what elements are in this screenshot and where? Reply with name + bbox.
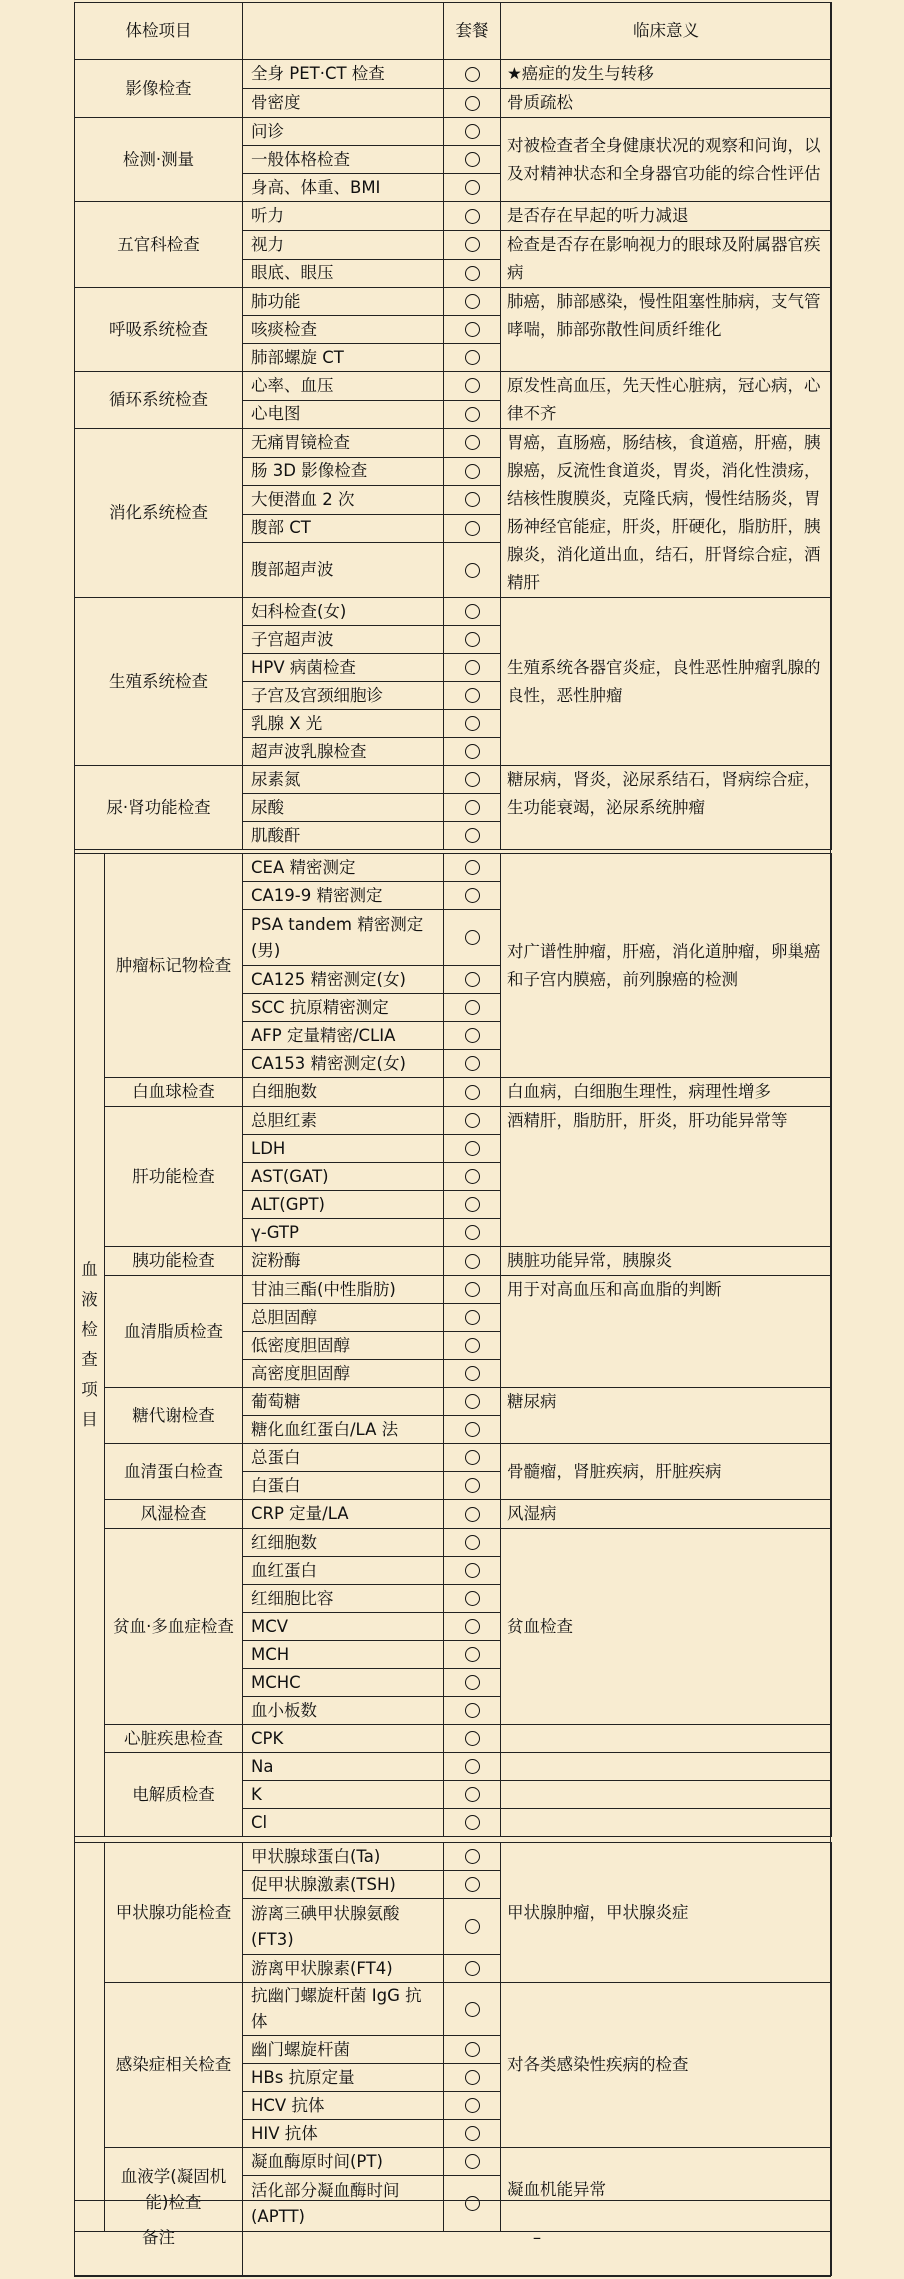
table-row: 腹部 CT [243, 514, 444, 543]
meaning-cell [501, 1781, 832, 1809]
circle-icon [465, 1619, 480, 1634]
table-row: MCHC [243, 1669, 444, 1697]
circle-icon [465, 716, 480, 731]
table-row: 甲状腺球蛋白(Ta) [243, 1843, 444, 1871]
meaning-cell: 白血病，白细胞生理性，病理性增多 [501, 1078, 832, 1107]
category-protein: 血清蛋白检查 [105, 1444, 243, 1500]
circle-icon [465, 1394, 480, 1409]
circle-icon [465, 772, 480, 787]
circle-icon [465, 1849, 480, 1864]
meaning-cell: 甲状腺肿瘤，甲状腺炎症 [501, 1843, 832, 1983]
circle-icon [465, 1647, 480, 1662]
circle-icon [465, 1787, 480, 1802]
exam-table-other [74, 1842, 832, 2232]
circle-icon [465, 180, 480, 195]
table-row: LDH [243, 1135, 444, 1163]
circle-icon [465, 563, 480, 578]
table-row: 白细胞数 [243, 1078, 444, 1107]
table-row: 红细胞数 [243, 1529, 444, 1557]
circle-icon [465, 435, 480, 450]
circle-icon [465, 152, 480, 167]
category-infection: 感染症相关检查 [105, 1983, 243, 2148]
table-row: 视力 [243, 231, 444, 260]
circle-icon [465, 1731, 480, 1746]
table-row: 总蛋白 [243, 1444, 444, 1472]
table-row: 尿素氮 [243, 766, 444, 794]
table-row: HCV 抗体 [243, 2092, 444, 2120]
circle-icon [465, 1478, 480, 1493]
circle-icon [465, 632, 480, 647]
circle-icon [465, 294, 480, 309]
table-row: 腹部超声波 [243, 543, 444, 598]
table-row: 无痛胃镜检查 [243, 429, 444, 458]
circle-icon [465, 828, 480, 843]
circle-icon [465, 1169, 480, 1184]
circle-icon [465, 800, 480, 815]
meaning-cell [501, 1809, 832, 1837]
meaning-cell [501, 1753, 832, 1781]
circle-icon [465, 1085, 480, 1100]
table-row: SCC 抗原精密测定 [243, 994, 444, 1022]
category-tumor-markers: 肿瘤标记物检查 [105, 854, 243, 1078]
category-wbc: 白血球检查 [105, 1078, 243, 1107]
table-row: CPK [243, 1725, 444, 1753]
meaning-cell: 胰脏功能异常，胰腺炎 [501, 1247, 832, 1276]
circle-icon [465, 1703, 480, 1718]
table-row: CEA 精密测定 [243, 854, 444, 882]
header-row [75, 3, 832, 60]
header-meaning: 临床意义 [501, 3, 832, 60]
circle-icon [465, 378, 480, 393]
category-rheumatism: 风湿检查 [105, 1500, 243, 1529]
table-row: AST(GAT) [243, 1163, 444, 1191]
table-row: 抗幽门螺旋杆菌 IgG 抗体 [243, 1983, 444, 2036]
table-row: 尿酸 [243, 794, 444, 822]
circle-icon [465, 1338, 480, 1353]
meaning-cell: 对各类感染性疾病的检查 [501, 1983, 832, 2148]
circle-icon [465, 1919, 480, 1934]
table-row: MCH [243, 1641, 444, 1669]
circle-icon [465, 1141, 480, 1156]
table-row: 淀粉酶 [243, 1247, 444, 1276]
circle-icon [465, 521, 480, 536]
category-ent: 五官科检查 [75, 202, 243, 288]
meaning-cell: 骨质疏松 [501, 89, 832, 118]
meaning-cell: 用于对高血压和高血脂的判断 [501, 1276, 832, 1388]
table-row: 游离三碘甲状腺氨酸(FT3) [243, 1899, 444, 1955]
table-row: 高密度胆固醇 [243, 1360, 444, 1388]
circle-icon [465, 96, 480, 111]
circle-icon [465, 67, 480, 82]
category-electrolyte: 电解质检查 [105, 1753, 243, 1837]
circle-icon [465, 1056, 480, 1071]
circle-icon [465, 464, 480, 479]
table-row: 血小板数 [243, 1697, 444, 1725]
table-row: 白蛋白 [243, 1472, 444, 1500]
circle-icon [465, 2154, 480, 2169]
circle-icon [465, 2070, 480, 2085]
table-row: 肠 3D 影像检查 [243, 457, 444, 486]
circle-icon [465, 237, 480, 252]
meaning-cell: 风湿病 [501, 1500, 832, 1529]
circle-icon [465, 660, 480, 675]
table-row: K [243, 1781, 444, 1809]
table-row: 心率、血压 [243, 372, 444, 401]
meaning-cell: 骨髓瘤，肾脏疾病，肝脏疾病 [501, 1444, 832, 1500]
circle-icon [465, 1000, 480, 1015]
meaning-cell: 凝血机能异常 [501, 2148, 832, 2232]
circle-icon [465, 1422, 480, 1437]
table-row: PSA tandem 精密测定(男) [243, 910, 444, 966]
category-sugar: 糖代谢检查 [105, 1388, 243, 1444]
circle-icon [465, 350, 480, 365]
table-row: 乳腺 X 光 [243, 710, 444, 738]
exam-table-general [74, 2, 832, 850]
meaning-cell: 对被检查者全身健康状况的观察和问询，以及对精神状态和全身器官功能的综合性评估 [501, 118, 832, 202]
remark-label: 备注 [75, 2201, 243, 2276]
circle-icon [465, 1197, 480, 1212]
circle-icon [465, 1282, 480, 1297]
table-row: 身高、体重、BMI [243, 174, 444, 202]
circle-icon [465, 322, 480, 337]
table-row: γ-GTP [243, 1219, 444, 1247]
table-row: 一般体格检查 [243, 146, 444, 174]
table-row: 肌酸酐 [243, 822, 444, 850]
table-row: HIV 抗体 [243, 2120, 444, 2148]
category-circulatory: 循环系统检查 [75, 372, 243, 429]
meaning-cell: ★癌症的发生与转移 [501, 60, 832, 89]
circle-icon [465, 2126, 480, 2141]
circle-icon [465, 604, 480, 619]
table-row: 肺部螺旋 CT [243, 344, 444, 372]
table-row: 大便潜血 2 次 [243, 486, 444, 515]
category-renal: 尿·肾功能检查 [75, 766, 243, 850]
table-row: MCV [243, 1613, 444, 1641]
circle-icon [465, 2042, 480, 2057]
table-row: 血红蛋白 [243, 1557, 444, 1585]
circle-icon [465, 1535, 480, 1550]
table-row: 糖化血红蛋白/LA 法 [243, 1416, 444, 1444]
circle-icon [465, 2002, 480, 2017]
meaning-cell [501, 1725, 832, 1753]
table-row: 子宫超声波 [243, 626, 444, 654]
table-row: 促甲状腺激素(TSH) [243, 1871, 444, 1899]
table-row: 凝血酶原时间(PT) [243, 2148, 444, 2176]
circle-icon [465, 2098, 480, 2113]
meaning-cell: 贫血检查 [501, 1529, 832, 1725]
table-row: 妇科检查(女) [243, 598, 444, 626]
circle-icon [465, 744, 480, 759]
circle-icon [465, 1877, 480, 1892]
circle-icon [465, 407, 480, 422]
category-thyroid: 甲状腺功能检查 [105, 1843, 243, 1983]
table-row: Cl [243, 1809, 444, 1837]
table-row: 心电图 [243, 400, 444, 429]
meaning-cell: 生殖系统各器官炎症，良性恶性肿瘤乳腺的良性，恶性肿瘤 [501, 598, 832, 766]
table-row: 幽门螺旋杆菌 [243, 2036, 444, 2064]
circle-icon [465, 1450, 480, 1465]
table-row: 肺功能 [243, 288, 444, 316]
table-row: 葡萄糖 [243, 1388, 444, 1416]
category-lipid: 血清脂质检查 [105, 1276, 243, 1388]
meaning-cell: 糖尿病 [501, 1388, 832, 1444]
blood-section-label: 血 液 检 查 项 目 [75, 854, 105, 1837]
table-row: 低密度胆固醇 [243, 1332, 444, 1360]
meaning-cell: 胃癌，直肠癌，肠结核，食道癌，肝癌，胰腺癌，反流性食道炎，胃炎，消化性溃疡，结核性腹膜炎，克隆氏病，慢性结肠炎，胃肠神经官能症，肝炎，肝硬化，脂肪肝，胰腺炎，消化道出血，结石，肝肾综合症，酒精肝 [501, 429, 832, 598]
circle-icon [465, 888, 480, 903]
table-row: 红细胞比容 [243, 1585, 444, 1613]
category-measure: 检测·测量 [75, 118, 243, 202]
circle-icon [465, 124, 480, 139]
circle-icon [465, 1254, 480, 1269]
circle-icon [465, 1028, 480, 1043]
circle-icon [465, 1366, 480, 1381]
remark-table [74, 2200, 832, 2276]
table-row: AFP 定量精密/CLIA [243, 1022, 444, 1050]
table-row: 问诊 [243, 118, 444, 146]
circle-icon [465, 1310, 480, 1325]
circle-icon [465, 930, 480, 945]
category-digestive: 消化系统检查 [75, 429, 243, 598]
circle-icon [465, 209, 480, 224]
meaning-cell: 对广谱性肿瘤，肝癌，消化道肿瘤，卵巢癌和子宫内膜癌，前列腺癌的检测 [501, 854, 832, 1078]
category-reproductive: 生殖系统检查 [75, 598, 243, 766]
table-row: 骨密度 [243, 89, 444, 118]
meaning-cell: 肺癌，肺部感染，慢性阻塞性肺病，支气管哮喘，肺部弥散性间质纤维化 [501, 288, 832, 372]
circle-icon [465, 492, 480, 507]
circle-icon [465, 1759, 480, 1774]
table-row: 听力 [243, 202, 444, 231]
category-respiratory: 呼吸系统检查 [75, 288, 243, 372]
header-item: 体检项目 [75, 3, 243, 60]
circle-icon [465, 860, 480, 875]
table-row: 甘油三酯(中性脂肪) [243, 1276, 444, 1304]
meaning-cell: 糖尿病，肾炎，泌尿系结石，肾病综合症，生功能衰竭，泌尿系统肿瘤 [501, 766, 832, 850]
category-anemia: 贫血·多血症检查 [105, 1529, 243, 1725]
circle-icon [465, 1113, 480, 1128]
circle-icon [465, 1815, 480, 1830]
circle-icon [465, 1675, 480, 1690]
table-row: Na [243, 1753, 444, 1781]
circle-icon [465, 1507, 480, 1522]
table-row: HPV 病菌检查 [243, 654, 444, 682]
meaning-cell: 检查是否存在影响视力的眼球及附属器官疾病 [501, 231, 832, 288]
meaning-cell: 酒精肝，脂肪肝，肝炎，肝功能异常等 [501, 1107, 832, 1247]
table-row: CRP 定量/LA [243, 1500, 444, 1529]
table-row: CA153 精密测定(女) [243, 1050, 444, 1078]
table-row: 全身 PET·CT 检查 [243, 60, 444, 89]
category-liver: 肝功能检查 [105, 1107, 243, 1247]
meaning-cell: 是否存在早起的听力减退 [501, 202, 832, 231]
table-row: CA125 精密测定(女) [243, 966, 444, 994]
category-heart: 心脏疾患检查 [105, 1725, 243, 1753]
table-row: CA19-9 精密测定 [243, 882, 444, 910]
header-package: 套餐 [444, 3, 501, 60]
circle-icon [465, 1961, 480, 1976]
category-coagulation: 血液学(凝固机能)检查 [105, 2148, 243, 2232]
table-row: HBs 抗原定量 [243, 2064, 444, 2092]
section-spacer [75, 1843, 105, 2232]
circle-icon [465, 1591, 480, 1606]
table-row: ALT(GPT) [243, 1191, 444, 1219]
exam-table-blood [74, 853, 832, 1837]
circle-icon [465, 972, 480, 987]
category-pancreas: 胰功能检查 [105, 1247, 243, 1276]
table-row: 眼底、眼压 [243, 259, 444, 288]
table-row: 子宫及宫颈细胞诊 [243, 682, 444, 710]
remark-value: – [243, 2201, 832, 2276]
circle-icon [465, 266, 480, 281]
category-imaging: 影像检查 [75, 60, 243, 118]
table-row: 游离甲状腺素(FT4) [243, 1955, 444, 1983]
circle-icon [465, 1563, 480, 1578]
table-row: 咳痰检查 [243, 316, 444, 344]
meaning-cell: 原发性高血压，先天性心脏病，冠心病，心律不齐 [501, 372, 832, 429]
table-row: 总胆固醇 [243, 1304, 444, 1332]
circle-icon [465, 1225, 480, 1240]
table-row: 活化部分凝血酶时间(APTT) [243, 2176, 444, 2232]
table-row: 超声波乳腺检查 [243, 738, 444, 766]
table-row: 总胆红素 [243, 1107, 444, 1135]
circle-icon [465, 688, 480, 703]
